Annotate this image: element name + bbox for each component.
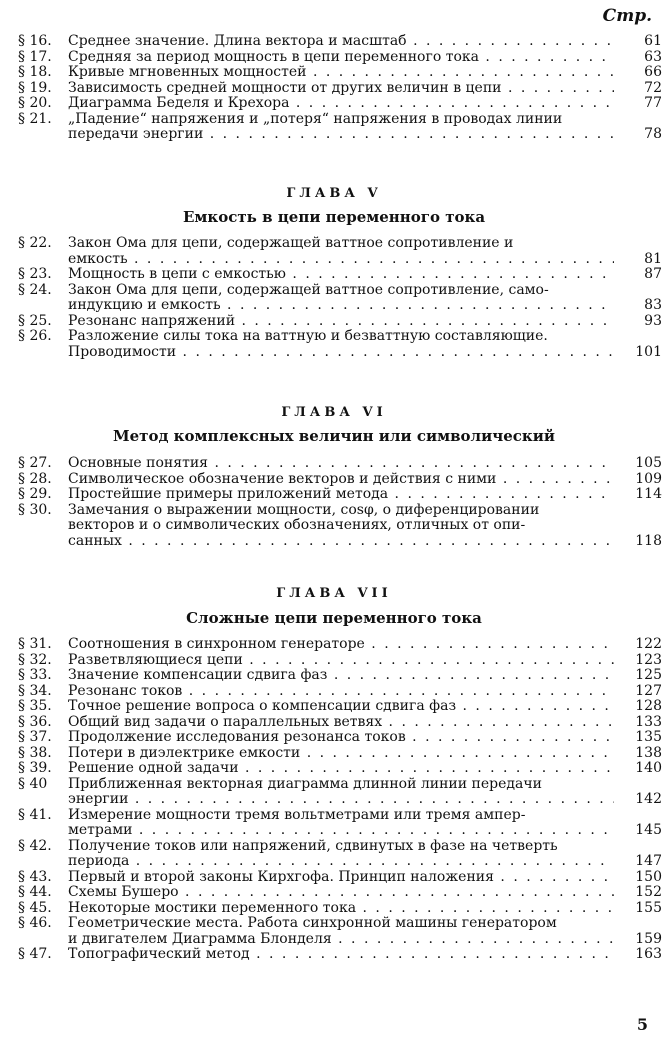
toc-section-chapter-7: [18, 637, 662, 963]
chapter-title: Метод комплексных величин или символический: [113, 427, 555, 445]
toc-entry: [18, 746, 662, 762]
page-ref: 163: [635, 946, 662, 962]
section-number: § 41.: [18, 806, 52, 823]
page-ref: 63: [644, 48, 662, 65]
toc-entry: [18, 916, 662, 947]
toc-entry: [18, 808, 662, 839]
toc-entry: [18, 50, 662, 66]
page-ref: 140: [635, 760, 662, 776]
section-number: § 34.: [18, 682, 52, 699]
section-number: § 19.: [18, 79, 52, 96]
section-title-line: и двигателем Диаграмма Блонделя . . .: [68, 932, 614, 948]
section-number: § 42.: [18, 837, 52, 854]
page-ref: 66: [644, 64, 662, 80]
page-ref: 122: [635, 636, 662, 652]
toc-section-intro: [18, 34, 662, 143]
section-title-line: векторов и о символических обозначениях, отличных от опи-: [68, 518, 526, 533]
page-ref: 159: [635, 930, 662, 947]
page-ref: 147: [635, 853, 662, 869]
section-number: § 22.: [18, 235, 52, 251]
toc-section-chapter-6: [18, 456, 662, 549]
toc-section-chapter-5: [18, 236, 662, 360]
toc-entry: [18, 487, 662, 503]
section-title-line: Решение одной задачи . . .: [68, 761, 614, 777]
section-title-line: Соотношения в синхронном генераторе . . .: [68, 637, 614, 653]
section-title-line: Геометрические места. Работа синхронной машины генератором: [68, 916, 557, 931]
page-ref: 128: [635, 698, 662, 714]
chapter-title: Емкость в цепи переменного тока: [182, 208, 486, 226]
toc-entry: [18, 947, 662, 963]
toc-entry: [18, 684, 662, 700]
toc-entry: [18, 715, 662, 731]
section-number: § 38.: [18, 744, 52, 761]
section-title-line: „Падение“ напряжения и „потеря“ напряжения в проводах линии: [68, 111, 563, 127]
section-title-line: емкость . . .: [68, 252, 614, 268]
section-title-line: Символическое обозначение векторов и действия с ними . . .: [68, 472, 614, 488]
section-title-line: Основные понятия . . .: [68, 456, 614, 472]
section-title-line: Продолжение исследования резонанса токов . . .: [68, 730, 614, 746]
section-number: § 18.: [18, 64, 52, 80]
page-ref: 127: [635, 682, 662, 699]
section-title-line: Резонанс напряжений . . .: [68, 314, 614, 330]
page-column-header: Стр.: [602, 6, 652, 26]
section-title-line: Кривые мгновенных мощностей . . .: [68, 65, 614, 81]
toc-entry: [18, 283, 662, 314]
page-ref: 72: [644, 79, 662, 96]
section-title-line: Разветвляющиеся цепи . . .: [68, 653, 614, 669]
toc-entry: [18, 96, 662, 112]
toc-entry: [18, 699, 662, 715]
page-ref: 155: [635, 899, 662, 916]
section-title-line: Мощность в цепи с емкостью . . .: [68, 267, 614, 283]
section-title-line: Общий вид задачи о параллельных ветвях . . .: [68, 715, 614, 731]
section-number: § 36.: [18, 713, 52, 730]
page-ref: 105: [635, 455, 662, 471]
chapter-label: ГЛАВА VI: [281, 405, 387, 420]
page-ref: 135: [635, 729, 662, 745]
section-number: § 16.: [18, 33, 52, 49]
toc-entry: [18, 653, 662, 669]
toc-entry: [18, 314, 662, 330]
toc-entry: [18, 236, 662, 267]
toc-entry: [18, 112, 662, 143]
chapter-label: ГЛАВА VII: [276, 586, 392, 601]
section-title-line: Замечания о выражении мощности, cosφ, о диференцировании: [68, 502, 540, 518]
page-ref: 123: [635, 651, 662, 668]
section-title-line: Схемы Бушеро . . .: [68, 885, 614, 901]
toc-entry: [18, 81, 662, 97]
section-number: § 27.: [18, 455, 52, 471]
page-ref: 101: [635, 343, 662, 360]
page-ref: 93: [644, 312, 662, 329]
section-number: § 37.: [18, 729, 52, 745]
toc-entry: [18, 267, 662, 283]
section-title-line: Среднее значение. Длина вектора и масштаб . . .: [68, 34, 614, 50]
toc-entry: [18, 885, 662, 901]
toc-entry: [18, 65, 662, 81]
page-ref: 152: [635, 884, 662, 900]
page-ref: 133: [635, 713, 662, 730]
section-number: § 31.: [18, 636, 52, 652]
section-number: § 39.: [18, 760, 52, 776]
section-number: § 23.: [18, 266, 52, 282]
section-title-line: передачи энергии . . .: [68, 127, 614, 143]
section-title-line: Некоторые мостики переменного тока . . .: [68, 901, 614, 917]
section-title-line: Резонанс токов . . .: [68, 684, 614, 700]
page-ref: 118: [635, 532, 662, 549]
section-title-line: Потери в диэлектрике емкости . . .: [68, 746, 614, 762]
section-number: § 44.: [18, 884, 52, 900]
section-number: § 30.: [18, 501, 52, 518]
section-title-line: Диаграмма Беделя и Крехора . . .: [68, 96, 614, 112]
section-number: § 17.: [18, 48, 52, 65]
section-title-line: Закон Ома для цепи, содержащей ваттное сопротивление, само-: [68, 282, 549, 298]
page-ref: 138: [635, 744, 662, 761]
section-number: § 40: [18, 775, 48, 792]
section-number: § 20.: [18, 95, 52, 111]
toc-entry: [18, 472, 662, 488]
page-ref: 77: [644, 95, 662, 111]
page-ref: 114: [635, 486, 662, 502]
page-ref: 145: [635, 822, 662, 838]
page-ref: 109: [635, 470, 662, 487]
toc-entry: [18, 329, 662, 360]
section-title-line: Приближенная векторная диаграмма длинной линии передачи: [68, 776, 542, 792]
section-number: § 24.: [18, 281, 52, 298]
section-title-line: Разложение силы тока на ваттную и безваттную составляющие.: [68, 329, 548, 344]
toc-entry: [18, 34, 662, 50]
section-number: § 47.: [18, 946, 52, 962]
page-number: 5: [636, 1015, 648, 1034]
chapter-title: Сложные цепи переменного тока: [186, 609, 482, 627]
section-number: § 29.: [18, 486, 52, 502]
section-title-line: Первый и второй законы Кирхгофа. Принцип наложения . . .: [68, 870, 614, 886]
section-number: § 46.: [18, 915, 52, 931]
section-number: § 35.: [18, 698, 52, 714]
toc-entry: [18, 456, 662, 472]
section-title-line: Точное решение вопроса о компенсации сдвига фаз . . .: [68, 699, 614, 715]
section-number: § 25.: [18, 312, 52, 329]
section-title-line: периода . . .: [68, 854, 614, 870]
toc-entry: [18, 637, 662, 653]
section-title-line: метрами . . .: [68, 823, 614, 839]
section-title-line: Получение токов или напряжений, сдвинутых в фазе на четверть: [68, 838, 558, 854]
toc-entry: [18, 870, 662, 886]
page-ref: 87: [644, 266, 662, 282]
toc-entry: [18, 901, 662, 917]
section-title-line: Зависимость средней мощности от других величин в цепи . . .: [68, 81, 614, 97]
section-number: § 45.: [18, 899, 52, 916]
toc-entry: [18, 668, 662, 684]
section-title-line: Закон Ома для цепи, содержащей ваттное сопротивление и: [68, 236, 514, 251]
page-ref: 78: [644, 126, 662, 142]
section-number: § 26.: [18, 328, 52, 344]
toc-entry: [18, 730, 662, 746]
section-number: § 33.: [18, 667, 52, 683]
section-title-line: Средняя за период мощность в цепи переменного тока . . .: [68, 50, 614, 66]
section-number: § 43.: [18, 868, 52, 885]
section-title-line: энергии . . .: [68, 792, 614, 808]
page-ref: 61: [644, 33, 662, 49]
page-ref: 81: [644, 250, 662, 267]
section-number: § 28.: [18, 470, 52, 487]
section-number: § 32.: [18, 651, 52, 668]
page-ref: 83: [644, 297, 662, 313]
chapter-label: ГЛАВА V: [286, 186, 382, 201]
toc-entry: [18, 777, 662, 808]
page-ref: 142: [635, 791, 662, 807]
section-number: § 21.: [18, 110, 52, 127]
toc-entry: [18, 503, 662, 550]
section-title-line: санных . . .: [68, 534, 614, 550]
page-ref: 125: [635, 667, 662, 683]
section-title-line: Проводимости . . .: [68, 345, 614, 361]
section-title-line: Измерение мощности тремя вольтметрами или тремя ампер-: [68, 807, 526, 823]
section-title-line: Простейшие примеры приложений метода . . .: [68, 487, 614, 503]
section-title-line: Значение компенсации сдвига фаз . . .: [68, 668, 614, 684]
page-ref: 150: [635, 868, 662, 885]
section-title-line: Топографический метод . . .: [68, 947, 614, 963]
toc-entry: [18, 761, 662, 777]
section-title-line: индукцию и емкость . . .: [68, 298, 614, 314]
toc-entry: [18, 839, 662, 870]
